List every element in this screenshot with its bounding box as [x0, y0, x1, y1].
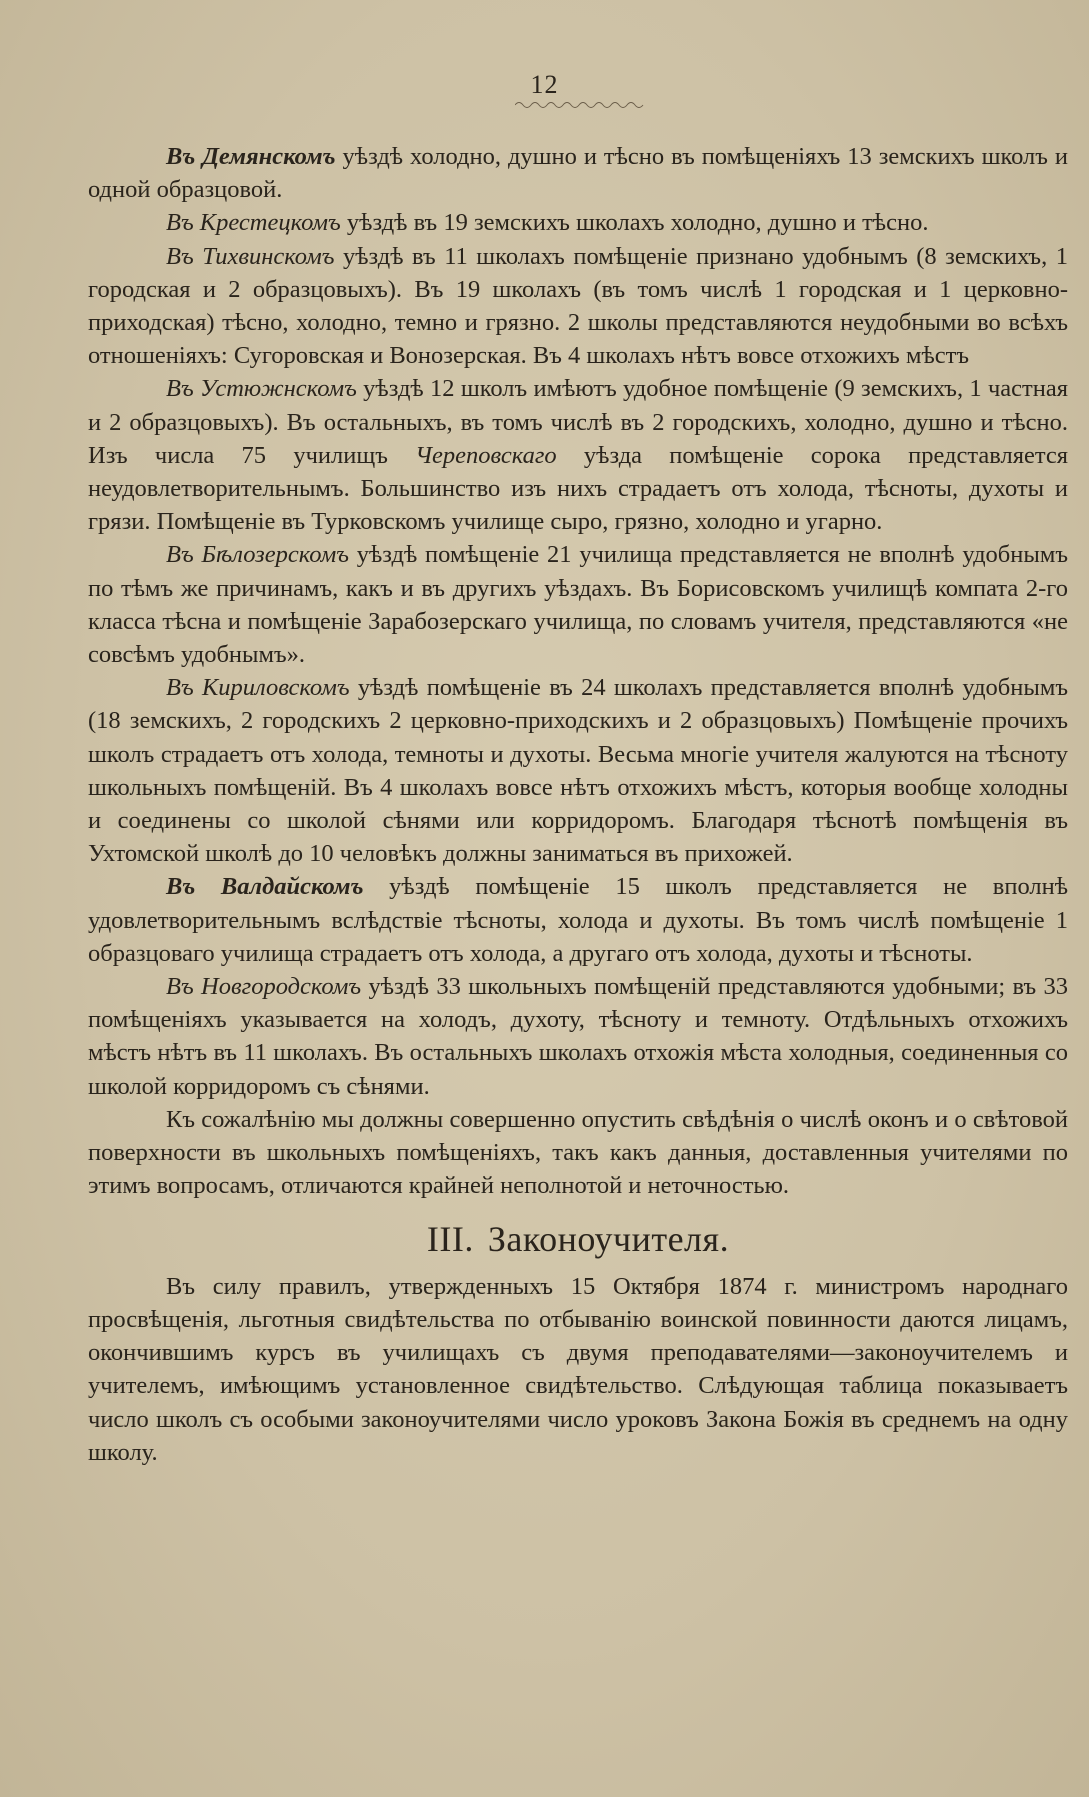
- paragraph-text: Въ силу правилъ, утвержденныхъ 15 Октября 1874 г. министромъ народнаго просвѣщенія, льготныя свидѣтельства по отбыванію воинской повинности даются лицамъ, окончившимъ курсъ въ училищахъ съ двумя преподавателями—законоучителемъ и учителемъ, имѣющимъ установленное свидѣтельство. Слѣдующая таблица показываетъ число школъ съ особыми законоучителями число уроковъ Закона Божія въ среднемъ на одну школу.: [88, 1272, 1068, 1466]
- uezd-name: Въ Кириловскомъ: [166, 674, 350, 702]
- paragraph-text: уѣздѣ 33 школьныхъ помѣщеній представляются удобными; въ 33 помѣщеніяхъ указывается на холодъ, духоту, тѣсноту и темноту. Отдѣльныхъ отхожихъ мѣстъ нѣтъ въ 11 школахъ. Въ остальныхъ школахъ отхожія мѣста холодныя, соединенныя со школой корридоромъ съ сѣнями.: [88, 973, 1068, 1100]
- paragraph-text: уѣзда помѣщеніе сорока представляется неудовлетворительнымъ. Большинство изъ нихъ страдаетъ отъ холода, тѣсноты, духоты и грязи. Помѣщеніе въ Турковскомъ училище сыро, грязно, холодно и угарно.: [88, 441, 1068, 536]
- uezd-name: Въ Демянскомъ: [166, 143, 336, 170]
- paragraph-windows: [88, 1103, 1068, 1203]
- paragraph-kirillov: [88, 671, 1068, 870]
- paragraph-text: Къ сожалѣнію мы должны совершенно опустить свѣдѣнія о числѣ оконъ и о свѣтовой поверхности въ школьныхъ помѣщеніяхъ, такъ какъ данныя, доставленныя учителями по этимъ вопросамъ, отличаются крайней неполнотой и неточностью.: [88, 1105, 1068, 1200]
- uezd-name: Въ Новгородскомъ: [166, 973, 362, 1001]
- paragraph-krestets: [88, 206, 1068, 239]
- paragraph-belozersk: [88, 538, 1068, 671]
- wavy-rule-ornament: [515, 100, 645, 110]
- paragraph-text: уѣздѣ помѣщеніе 21 училища представляется не вполнѣ удобнымъ по тѣмъ же причинамъ, какъ и въ другихъ уѣздахъ. Въ Борисовскомъ училищѣ компата 2-го класса тѣсна и помѣщеніе Зарабозерскаго училища, по словамъ учителя, представляются «не совсѣмъ удобнымъ».: [88, 541, 1068, 669]
- section-number: III.: [426, 1218, 474, 1259]
- paragraph-text: уѣздѣ 12 школъ имѣютъ удобное помѣщеніе (9 земскихъ, 1 частная и 2 образцовыхъ). Въ остальныхъ, въ томъ числѣ въ 2 городскихъ, холодно, душно и тѣсно. Изъ числа 75 училищъ: [88, 375, 1068, 469]
- section-title: Законоучителя.: [487, 1218, 730, 1259]
- uezd-name: Череповскаго: [415, 441, 557, 469]
- paragraph-novgorod: [88, 970, 1068, 1103]
- uezd-name: Въ Крестецкомъ: [166, 209, 341, 237]
- paragraph-tikhvin: [88, 240, 1068, 373]
- body-text: [88, 140, 1068, 1469]
- uezd-name: Въ Устюжнскомъ: [166, 375, 357, 403]
- section-heading: [88, 1218, 1068, 1259]
- uezd-name: Въ Тихвинскомъ: [166, 242, 335, 270]
- paragraph-valdai: [88, 870, 1068, 970]
- paragraph-demyansk: [88, 140, 1068, 206]
- paragraph-ustyuzhna: [88, 372, 1068, 538]
- paragraph-text: уѣздѣ помѣщеніе 15 школъ представляется не вполнѣ удовлетворительнымъ вслѣдствіе тѣсноты, холода и духоты. Въ томъ числѣ помѣщеніе 1 образцоваго училища страдаетъ отъ холода, а другаго отъ холода, духоты и тѣсноты.: [88, 873, 1069, 967]
- paragraph-text: уѣздѣ въ 11 школахъ помѣщеніе признано удобнымъ (8 земскихъ, 1 городская и 2 образцовыхъ). Въ 19 школахъ (въ томъ числѣ 1 городская и 1 церковно-приходская) тѣсно, холодно, темно и грязно. 2 школы представляются неудобными во всѣхъ отношеніяхъ: Сугоровская и Вонозерская. Въ 4 школахъ нѣтъ вовсе отхожихъ мѣстъ: [88, 242, 1068, 370]
- paragraph-text: уѣздѣ въ 19 земскихъ школахъ холодно, душно и тѣсно.: [340, 209, 929, 237]
- uezd-name: Въ Бѣлозерскомъ: [166, 541, 349, 569]
- paragraph-law-teachers: [88, 1270, 1068, 1469]
- page-number: 12: [530, 70, 559, 99]
- paragraph-text: уѣздѣ холодно, душно и тѣсно въ помѣщеніяхъ 13 земскихъ школъ и одной образцовой.: [88, 143, 1068, 204]
- paragraph-text: уѣздѣ помѣщеніе въ 24 школахъ представляется вполнѣ удобнымъ (18 земскихъ, 2 городскихъ 2 церковно-приходскихъ и 2 образцовыхъ) Помѣщеніе прочихъ школъ страдаетъ отъ холода, темноты и духоты. Весьма многіе учителя жалуются на тѣсноту школьныхъ помѣщеній. Въ 4 школахъ вовсе нѣтъ отхожихъ мѣстъ, которыя вообще холодны и соединены со школой сѣнями или корридоромъ. Благодаря тѣснотѣ помѣщенія въ Ухтомской школѣ до 10 человѣкъ должны заниматься въ прихожей.: [88, 674, 1068, 868]
- uezd-name: Въ Валдайскомъ: [166, 873, 364, 901]
